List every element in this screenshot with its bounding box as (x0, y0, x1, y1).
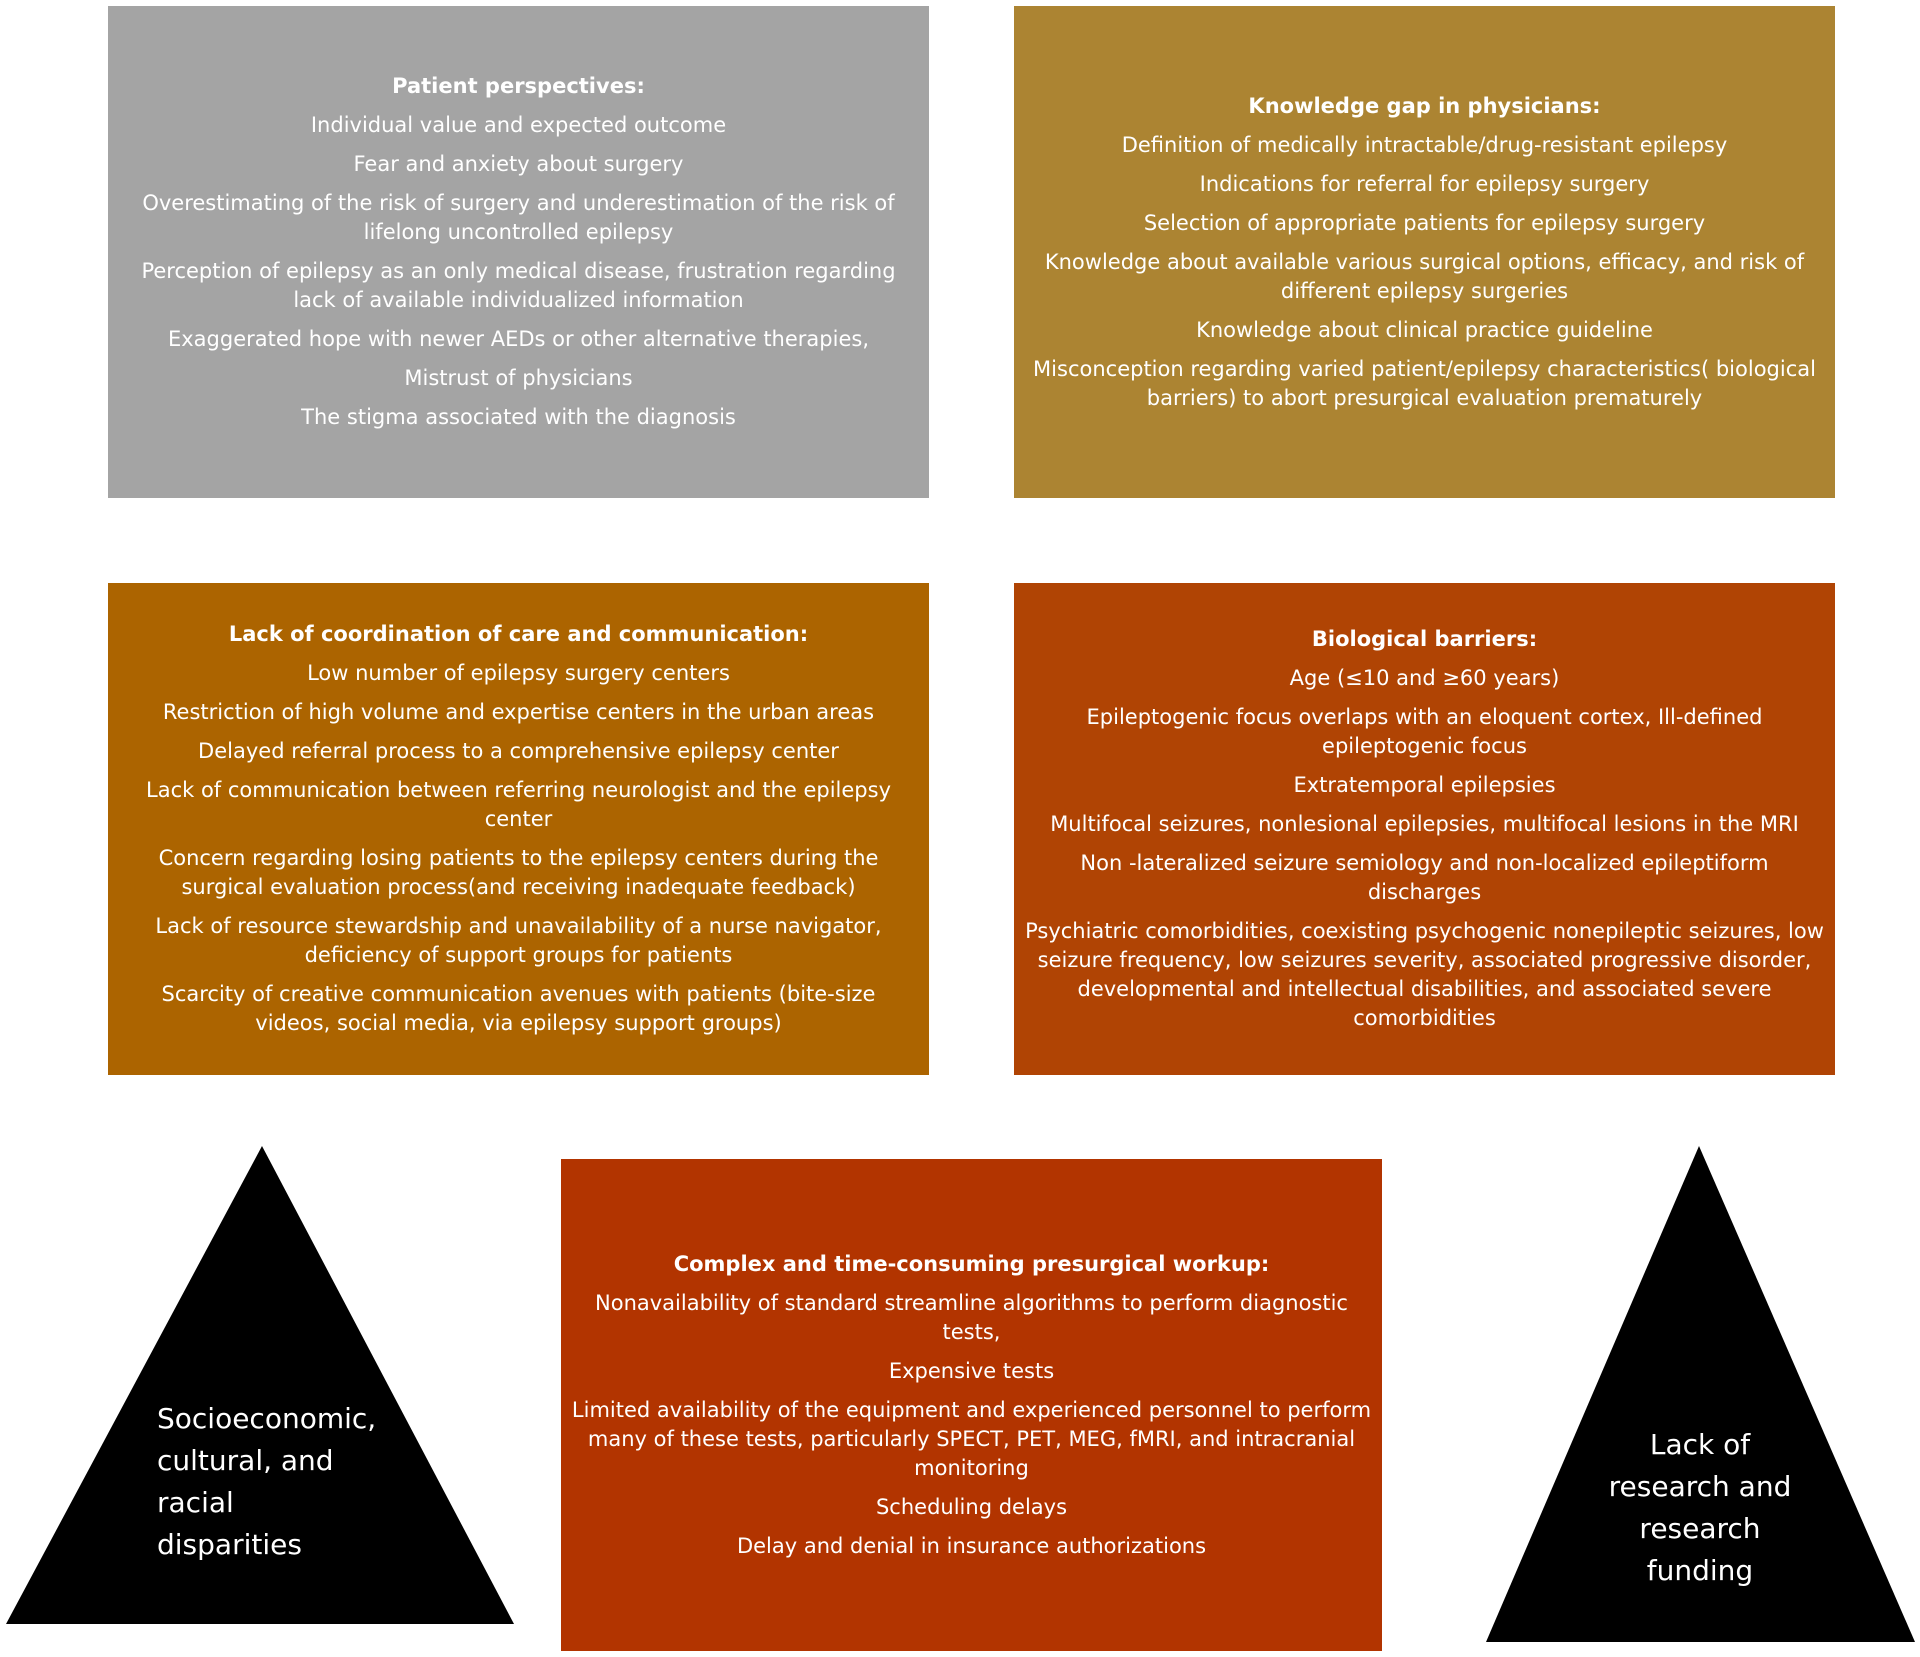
knowledge-item: Knowledge about available various surgical options, efficacy, and risk of different epilepsy surgeries (1044, 249, 1805, 303)
presurgical-workup-box (561, 1159, 1382, 1651)
coordination-title: Lack of coordination of care and communication: (228, 622, 809, 646)
knowledge-item: Indications for referral for epilepsy surgery (1199, 171, 1650, 196)
workup-item: Scheduling delays (875, 1494, 1068, 1519)
triangle-left-line: Socioeconomic, (157, 1402, 377, 1435)
patient-item: Mistrust of physicians (404, 366, 633, 390)
presurgical-workup-title: Complex and time-consuming presurgical workup: (673, 1251, 1270, 1276)
triangle-right-line: funding (1646, 1554, 1754, 1587)
biological-item: Psychiatric comorbidities, coexisting psychogenic nonepileptic seizures, low seizure frequency, low seizures severity, associated progressive disorder, developmental and intellectual disabilities, and associated severe comorbidities (1025, 919, 1824, 1030)
triangle-left-line: disparities (157, 1528, 302, 1561)
triangle-right-line: research and (1608, 1470, 1792, 1503)
biological-barriers-title: Biological barriers: (1311, 627, 1538, 651)
workup-item: Expensive tests (888, 1358, 1055, 1383)
biological-item: Extratemporal epilepsies (1293, 773, 1556, 797)
coordination-item: Concern regarding losing patients to the epilepsy centers during the surgical evaluation process(and receiving inadequate feedback) (158, 846, 879, 899)
knowledge-item: Knowledge about clinical practice guideline (1196, 317, 1653, 342)
knowledge-gap-box (1014, 6, 1835, 498)
patient-item: The stigma associated with the diagnosis (301, 405, 736, 429)
triangle-right-line: Lack of (1649, 1428, 1751, 1461)
patient-item: Individual value and expected outcome (310, 113, 727, 137)
knowledge-item: Selection of appropriate patients for epilepsy surgery (1143, 210, 1706, 235)
biological-item: Epileptogenic focus overlaps with an eloquent cortex, Ill-defined epileptogenic focus (1086, 705, 1763, 758)
triangle-left-line: racial (157, 1486, 234, 1519)
biological-item: Non -lateralized seizure semiology and non-localized epileptiform discharges (1080, 851, 1769, 904)
patient-perspectives-box (108, 6, 929, 498)
coordination-item: Lack of communication between referring neurologist and the epilepsy center (146, 778, 891, 831)
biological-item: Age (≤10 and ≥60 years) (1289, 666, 1560, 690)
coordination-item: Restriction of high volume and expertise centers in the urban areas (162, 700, 875, 724)
patient-item: Fear and anxiety about surgery (353, 152, 684, 176)
triangle-right-line: research (1639, 1512, 1761, 1545)
biological-item: Multifocal seizures, nonlesional epilepsies, multifocal lesions in the MRI (1050, 812, 1799, 836)
patient-item: Perception of epilepsy as an only medical disease, frustration regarding lack of available individualized information (141, 259, 896, 312)
triangle-left-line: cultural, and (157, 1444, 334, 1477)
patient-item: Overestimating of the risk of surgery and underestimation of the risk of lifelong uncontrolled epilepsy (142, 191, 895, 244)
coordination-item: Scarcity of creative communication avenues with patients (bite-size videos, social media, via epilepsy support groups) (161, 982, 876, 1035)
triangle-left-label (157, 1398, 397, 1566)
knowledge-item: Definition of medically intractable/drug-resistant epilepsy (1121, 132, 1728, 157)
workup-item: Nonavailability of standard streamline algorithms to perform diagnostic tests, (595, 1290, 1348, 1344)
coordination-item: Low number of epilepsy surgery centers (307, 661, 730, 685)
coordination-item: Lack of resource stewardship and unavailability of a nurse navigator, deficiency of support groups for patients (155, 914, 882, 967)
biological-barriers-box (1014, 583, 1835, 1075)
knowledge-item: Misconception regarding varied patient/epilepsy characteristics( biological barriers) to abort presurgical evaluation prematurely (1033, 356, 1816, 410)
workup-item: Limited availability of the equipment and experienced personnel to perform many of these tests, particularly SPECT, PET, MEG, fMRI, and intracranial monitoring (571, 1397, 1372, 1480)
triangle-right-label (1580, 1424, 1820, 1592)
coordination-box (108, 583, 929, 1075)
coordination-item: Delayed referral process to a comprehensive epilepsy center (198, 739, 839, 763)
workup-item: Delay and denial in insurance authorizations (736, 1533, 1207, 1558)
knowledge-gap-title: Knowledge gap in physicians: (1248, 93, 1601, 118)
patient-item: Exaggerated hope with newer AEDs or other alternative therapies, (167, 327, 869, 351)
patient-perspectives-title: Patient perspectives: (392, 74, 645, 98)
